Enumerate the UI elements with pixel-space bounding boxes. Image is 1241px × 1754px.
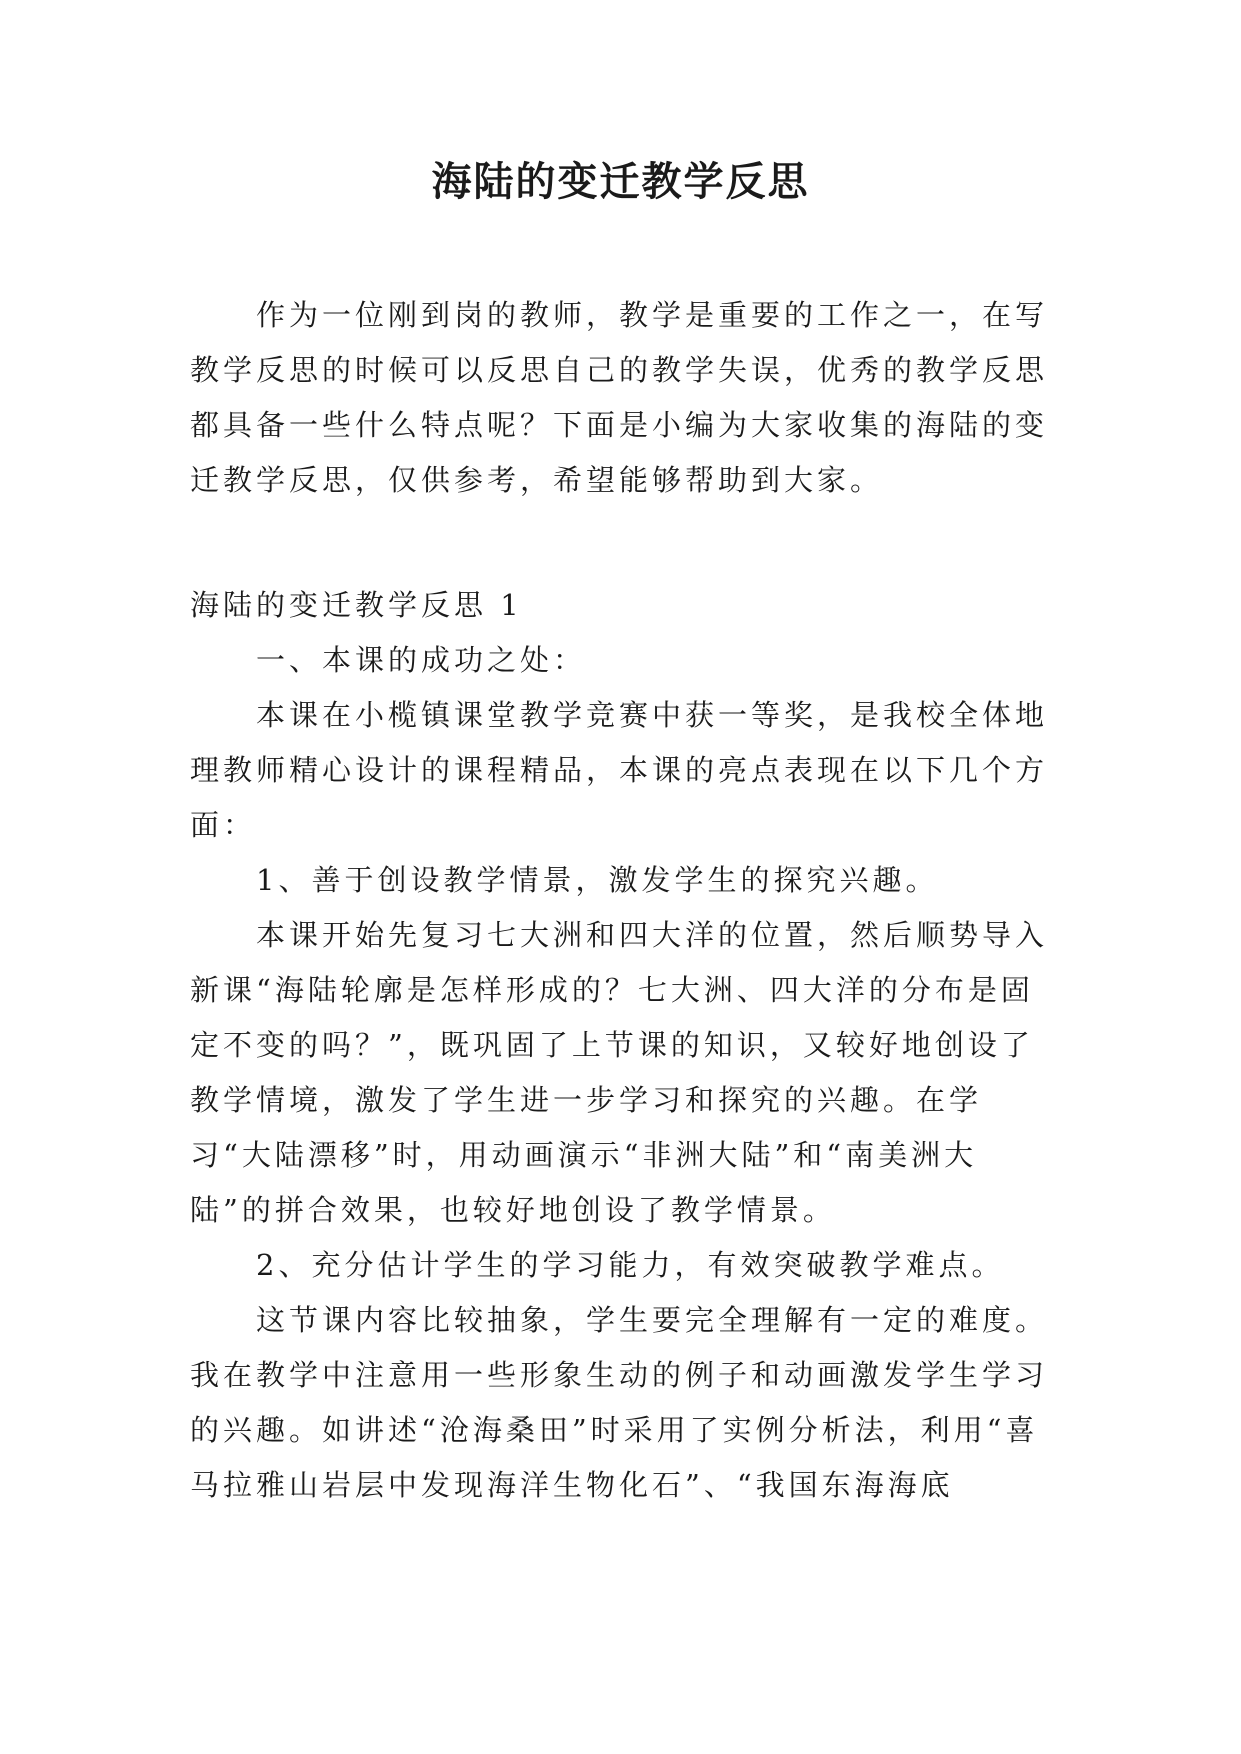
paragraph-point-1: 1、善于创设教学情景，激发学生的探究兴趣。 — [256, 863, 939, 897]
document-title: 海陆的变迁教学反思 — [431, 158, 810, 205]
paragraph-success-heading: 一、本课的成功之处： — [256, 643, 587, 677]
paragraph-point-2: 2、充分估计学生的学习能力，有效突破教学难点。 — [256, 1248, 1005, 1282]
section-heading: 海陆的变迁教学反思 1 — [190, 588, 523, 622]
paragraph-award: 本课在小榄镇课堂教学竞赛中获一等奖，是我校全体地理教师精心设计的课程精品，本课的亮点表现在以下几个方面： — [190, 698, 1049, 842]
intro-paragraph: 作为一位刚到岗的教师，教学是重要的工作之一，在写教学反思的时候可以反思自己的教学失误，优秀的教学反思都具备一些什么特点呢？下面是小编为大家收集的海陆的变迁教学反思，仅供参考，希望能够帮助到大家。 — [190, 298, 1049, 497]
paragraph-point-2-detail: 这节课内容比较抽象，学生要完全理解有一定的难度。我在教学中注意用一些形象生动的例子和动画激发学生学习的兴趣。如讲述“沧海桑田”时采用了实例分析法，利用“喜马拉雅山岩层中发现海洋生物化石”、“我国东海海底 — [190, 1303, 1049, 1502]
paragraph-point-1-detail: 本课开始先复习七大洲和四大洋的位置，然后顺势导入新课“海陆轮廓是怎样形成的？七大洲、四大洋的分布是固定不变的吗？”，既巩固了上节课的知识，又较好地创设了教学情境，激发了学生进一步学习和探究的兴趣。在学习“大陆漂移”时，用动画演示“非洲大陆”和“南美洲大陆”的拼合效果，也较好地创设了教学情景。 — [190, 918, 1049, 1227]
